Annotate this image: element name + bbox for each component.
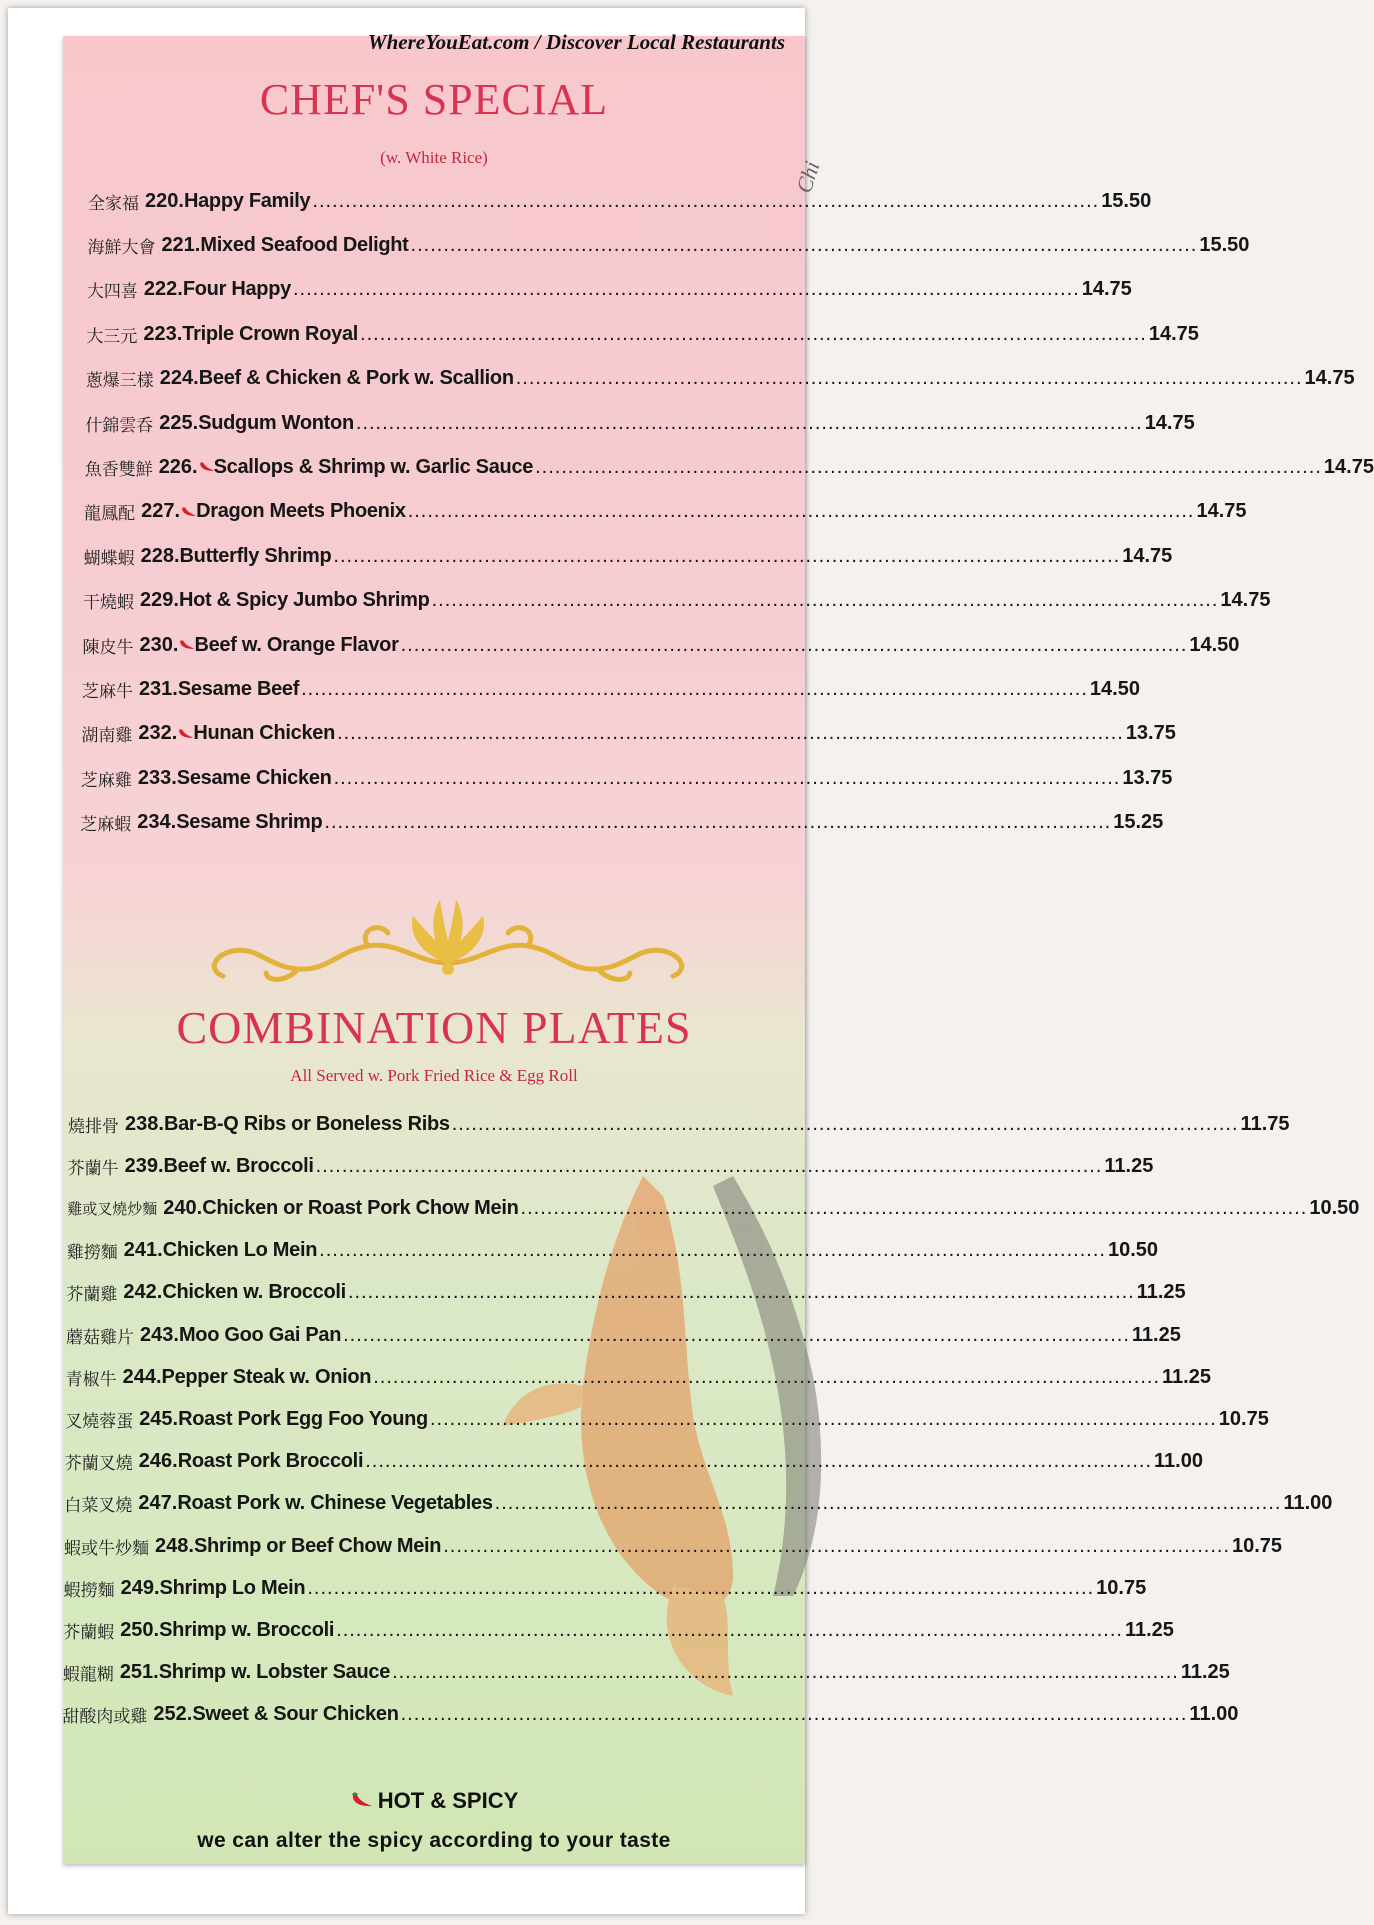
- item-name: Hot & Spicy Jumbo Shrimp: [178, 589, 430, 612]
- item-chinese-name: 蝦 或 牛 炒 麵: [64, 1538, 149, 1559]
- item-name: Pepper Steak w. Onion: [161, 1365, 372, 1388]
- item-price: 11.00: [1189, 1703, 1239, 1726]
- menu-page: [8, 8, 1374, 1914]
- item-number: 226.: [158, 455, 198, 478]
- item-name: Chicken Lo Mein: [162, 1239, 318, 1262]
- item-spicy-marker: [178, 638, 194, 652]
- item-name: Sesame Chicken: [176, 766, 332, 789]
- dot-leader: ........................................................................................................................: [337, 722, 1124, 745]
- dot-leader: ........................................................................................................................: [292, 278, 1080, 301]
- item-name: Shrimp w. Lobster Sauce: [158, 1661, 391, 1684]
- item-chinese-name: 蘑 菇 雞 片: [66, 1327, 134, 1348]
- item-number: 230.: [139, 633, 179, 656]
- menu-item: [64, 1489, 1333, 1519]
- item-chinese-name: 湖 南 雞: [81, 726, 133, 747]
- menu-item: [65, 1362, 1211, 1392]
- item-name: Hunan Chicken: [193, 722, 336, 745]
- item-name: Beef w. Broccoli: [163, 1154, 314, 1177]
- item-name: Roast Pork Egg Foo Young: [178, 1407, 428, 1430]
- item-number: 249.: [120, 1576, 160, 1599]
- item-name: Happy Family: [183, 189, 311, 212]
- item-chinese-name: 雞 或 叉 燒 炒 麵: [67, 1199, 158, 1218]
- item-name-row: [199, 367, 1305, 390]
- item-number: 245.: [139, 1407, 179, 1430]
- combination-plates-subtitle: All Served w. Pork Fried Rice & Egg Roll: [290, 1066, 578, 1085]
- item-chinese-name: 芥 蘭 叉 燒: [64, 1454, 133, 1475]
- item-name-row: [160, 1577, 1097, 1600]
- dot-leader: ........................................................................................................................: [347, 1281, 1135, 1304]
- menu-item: [80, 763, 1173, 793]
- item-chinese-name: 大 四 喜: [86, 282, 138, 303]
- item-name-row: [193, 722, 1125, 745]
- item-price: 14.50: [1089, 677, 1140, 700]
- item-chinese-name: 燒 排 骨: [68, 1116, 119, 1137]
- menu-item: [85, 364, 1355, 394]
- item-name-row: [177, 1492, 1283, 1515]
- item-price: 14.75: [1196, 500, 1247, 523]
- item-name-row: [192, 1703, 1189, 1726]
- item-name: Shrimp or Beef Chow Mein: [193, 1534, 442, 1557]
- menu-item: [86, 319, 1199, 349]
- item-number: 241.: [123, 1239, 163, 1262]
- item-spicy-marker: [177, 727, 193, 741]
- item-name: Sudgum Wonton: [198, 411, 354, 434]
- item-chinese-name: 甜 酸 肉 或 雞: [62, 1707, 148, 1728]
- item-name: Dragon Meets Phoenix: [196, 500, 406, 523]
- dot-leader: ........................................................................................................................: [319, 1239, 1106, 1262]
- item-name-row: [182, 323, 1149, 346]
- dot-leader: ........................................................................................................................: [360, 322, 1147, 345]
- item-price: 14.75: [1144, 411, 1195, 434]
- item-price: 14.75: [1081, 278, 1132, 301]
- dot-leader: ........................................................................................................................: [307, 1576, 1095, 1599]
- menu-item: [80, 808, 1164, 838]
- dot-leader: ........................................................................................................................: [392, 1661, 1179, 1684]
- item-number: 238.: [125, 1112, 164, 1135]
- item-price: 15.25: [1113, 811, 1164, 834]
- item-price: 14.75: [1220, 589, 1271, 612]
- dot-leader: ........................................................................................................................: [315, 1154, 1103, 1177]
- item-price: 11.25: [1131, 1323, 1181, 1346]
- item-name-row: [196, 500, 1196, 523]
- menu-item: [68, 1109, 1290, 1139]
- item-name-row: [214, 456, 1324, 479]
- item-name-row: [183, 278, 1082, 301]
- item-price: 10.75: [1232, 1534, 1283, 1557]
- item-name-row: [164, 1113, 1241, 1136]
- item-name: Sesame Beef: [177, 677, 300, 700]
- item-name: Shrimp Lo Mein: [159, 1576, 306, 1599]
- combination-plates-title: COMBINATION PLATES: [176, 1002, 692, 1053]
- menu-item: [62, 1658, 1230, 1688]
- dot-leader: ........................................................................................................................: [365, 1450, 1152, 1473]
- item-chinese-name: 海 鮮 大 會: [87, 237, 156, 258]
- dot-leader: ........................................................................................................................: [333, 766, 1121, 789]
- dot-leader: ........................................................................................................................: [443, 1534, 1230, 1557]
- item-price: 13.75: [1122, 766, 1173, 789]
- item-number: 232.: [138, 722, 178, 745]
- item-name: Roast Pork w. Chinese Vegetables: [177, 1492, 493, 1515]
- item-number: 242.: [123, 1281, 163, 1304]
- chefs-special-subtitle: (w. White Rice): [380, 148, 488, 167]
- menu-item: [66, 1320, 1181, 1350]
- item-name-row: [176, 811, 1113, 834]
- item-chinese-name: 芥 蘭 牛: [67, 1158, 119, 1179]
- item-name-row: [159, 1661, 1181, 1684]
- menu-item: [83, 541, 1173, 571]
- item-name: Sesame Shrimp: [176, 811, 323, 834]
- watermark-text: WhereYouEat.com / Discover Local Restaurants: [367, 30, 785, 54]
- item-name-row: [177, 767, 1123, 790]
- item-price: 11.00: [1154, 1450, 1203, 1473]
- item-name-row: [159, 1619, 1125, 1642]
- item-price: 14.75: [1304, 367, 1355, 390]
- item-name: Beef w. Orange Flavor: [194, 633, 399, 656]
- item-name: Bar-B-Q Ribs or Boneless Ribs: [163, 1112, 450, 1135]
- dot-leader: ........................................................................................................................: [494, 1492, 1282, 1515]
- item-price: 15.50: [1101, 189, 1152, 212]
- item-name: Triple Crown Royal: [182, 322, 359, 345]
- chili-pepper-icon: [350, 1792, 374, 1810]
- item-name-row: [198, 412, 1145, 435]
- item-number: 223.: [143, 322, 183, 345]
- dot-leader: ........................................................................................................................: [343, 1323, 1130, 1346]
- item-name: Chicken w. Broccoli: [162, 1281, 346, 1304]
- item-number: 234.: [137, 811, 177, 834]
- chefs-special-title: CHEF'S SPECIAL: [259, 75, 609, 124]
- item-number: 252.: [153, 1703, 193, 1726]
- item-name: Shrimp w. Broccoli: [159, 1618, 335, 1641]
- item-number: 221.: [161, 233, 201, 256]
- item-name-row: [179, 1324, 1132, 1347]
- item-name-row: [162, 1281, 1136, 1304]
- item-name: Beef & Chicken & Pork w. Scallion: [198, 367, 514, 390]
- item-price: 14.75: [1323, 455, 1374, 478]
- item-chinese-name: 芝 麻 蝦: [80, 815, 132, 836]
- item-price: 11.25: [1104, 1154, 1154, 1177]
- item-number: 244.: [122, 1365, 162, 1388]
- item-name: Butterfly Shrimp: [179, 544, 332, 567]
- menu-item: [86, 275, 1132, 305]
- dot-leader: ........................................................................................................................: [324, 811, 1112, 834]
- item-name-row: [179, 589, 1220, 612]
- item-chinese-name: 蝦 撈 麵: [63, 1580, 115, 1601]
- item-number: 224.: [159, 367, 199, 390]
- menu-item: [82, 630, 1240, 660]
- item-name-row: [164, 1155, 1105, 1178]
- item-spicy-marker: [198, 460, 214, 474]
- item-number: 220.: [145, 189, 184, 212]
- item-number: 227.: [141, 500, 181, 523]
- dot-leader: ........................................................................................................................: [400, 633, 1188, 656]
- item-chinese-name: 芝 麻 牛: [81, 681, 133, 702]
- item-number: 225.: [159, 411, 199, 434]
- item-chinese-name: 芥 蘭 雞: [66, 1285, 118, 1306]
- hot-spicy-legend: [63, 1788, 805, 1814]
- item-number: 222.: [143, 278, 183, 301]
- dot-leader: ........................................................................................................................: [333, 544, 1121, 567]
- dot-leader: ........................................................................................................................: [515, 367, 1303, 390]
- item-name: Chicken or Roast Pork Chow Mein: [202, 1196, 519, 1219]
- item-price: 11.25: [1124, 1618, 1174, 1641]
- item-chinese-name: 叉 燒 蓉 蛋: [65, 1411, 134, 1432]
- menu-item: [67, 1151, 1154, 1181]
- item-chinese-name: 干 燒 蝦: [83, 593, 135, 614]
- item-price: 11.25: [1162, 1365, 1211, 1388]
- item-name: Roast Pork Broccoli: [177, 1450, 364, 1473]
- dot-leader: ........................................................................................................................: [429, 1407, 1217, 1430]
- dot-leader: ........................................................................................................................: [301, 677, 1088, 700]
- item-number: 251.: [119, 1661, 159, 1684]
- item-chinese-name: 全 家 福: [88, 193, 139, 214]
- menu-item: [63, 1573, 1147, 1603]
- item-price: 11.75: [1240, 1112, 1290, 1135]
- item-price: 10.75: [1218, 1407, 1269, 1430]
- menu-item: [67, 1193, 1360, 1223]
- dot-leader: ........................................................................................................................: [431, 589, 1219, 612]
- item-number: 247.: [138, 1492, 178, 1515]
- spice-note: we can alter the spicy according to your taste: [197, 1829, 671, 1852]
- item-name-row: [184, 190, 1101, 213]
- item-number: 239.: [124, 1154, 164, 1177]
- dot-leader: ........................................................................................................................: [520, 1196, 1308, 1219]
- gold-scroll-ornament-icon: [188, 891, 708, 991]
- item-price: 11.00: [1283, 1492, 1333, 1515]
- item-chinese-name: 魚 香 雙 鮮: [84, 459, 153, 480]
- menu-item: [81, 719, 1176, 749]
- menu-item: [66, 1278, 1186, 1308]
- menu-item: [64, 1447, 1203, 1477]
- item-chinese-name: 芥 蘭 蝦: [63, 1622, 115, 1643]
- hot-spicy-label: HOT & SPICY: [377, 1788, 519, 1813]
- item-name: Moo Goo Gai Pan: [178, 1323, 342, 1346]
- item-price: 10.50: [1309, 1196, 1360, 1219]
- item-chinese-name: 大 三 元: [86, 326, 138, 347]
- item-chinese-name: 雞 撈 麵: [66, 1243, 118, 1264]
- menu-item: [83, 586, 1271, 616]
- item-chinese-name: 青 椒 牛: [65, 1369, 117, 1390]
- item-number: 243.: [140, 1323, 179, 1346]
- item-spicy-marker: [180, 505, 196, 519]
- item-chinese-name: 龍 鳳 配: [84, 504, 136, 525]
- item-chinese-name: 陳 皮 牛: [82, 637, 134, 658]
- item-price: 11.25: [1180, 1661, 1230, 1684]
- dot-leader: ........................................................................................................................: [355, 411, 1143, 434]
- item-name: Sweet & Sour Chicken: [192, 1703, 399, 1726]
- menu-item: [65, 1404, 1269, 1434]
- item-price: 14.75: [1148, 322, 1199, 345]
- dot-leader: ........................................................................................................................: [373, 1365, 1161, 1388]
- side-edge-text: Chi: [791, 158, 825, 196]
- item-chinese-name: 白 菜 叉 燒: [64, 1496, 133, 1517]
- menu-item: [84, 452, 1374, 482]
- item-name-row: [202, 1197, 1309, 1220]
- menu-item: [81, 674, 1140, 704]
- dot-leader: ........................................................................................................................: [407, 500, 1195, 523]
- item-chinese-name: 蝴 蝶 蝦: [83, 548, 135, 569]
- item-price: 11.25: [1136, 1281, 1186, 1304]
- item-number: 250.: [120, 1618, 160, 1641]
- item-price: 14.75: [1122, 544, 1173, 567]
- item-number: 246.: [138, 1450, 178, 1473]
- item-chinese-name: 什 錦 雲 呑: [85, 415, 154, 436]
- item-chinese-name: 芝 麻 雞: [80, 770, 132, 791]
- item-number: 228.: [140, 544, 180, 567]
- item-price: 14.50: [1189, 633, 1240, 656]
- item-chinese-name: 蔥 爆 三 樣: [85, 371, 154, 392]
- item-name-row: [194, 1535, 1232, 1558]
- item-name: Mixed Seafood Delight: [200, 233, 409, 256]
- menu-item: [85, 408, 1195, 438]
- dot-leader: ........................................................................................................................: [535, 455, 1322, 478]
- dot-leader: ........................................................................................................................: [312, 189, 1100, 212]
- item-name: Four Happy: [182, 278, 291, 301]
- item-price: 10.50: [1107, 1239, 1159, 1262]
- menu-item: [62, 1700, 1239, 1730]
- item-price: 13.75: [1125, 722, 1176, 745]
- dot-leader: ........................................................................................................................: [400, 1703, 1188, 1726]
- item-name-row: [178, 678, 1090, 701]
- item-name-row: [178, 1408, 1219, 1431]
- dot-leader: ........................................................................................................................: [451, 1112, 1239, 1135]
- menu-item: [88, 186, 1152, 216]
- menu-item: [64, 1531, 1283, 1561]
- dot-leader: ........................................................................................................................: [410, 233, 1198, 256]
- item-name-row: [180, 545, 1123, 568]
- item-name-row: [194, 634, 1189, 657]
- item-number: 233.: [137, 766, 177, 789]
- item-number: 240.: [163, 1196, 203, 1219]
- menu-item: [66, 1236, 1159, 1266]
- item-number: 231.: [138, 677, 178, 700]
- item-name-row: [163, 1239, 1108, 1262]
- menu-item: [63, 1615, 1174, 1645]
- item-price: 15.50: [1199, 233, 1250, 256]
- item-name-row: [162, 1366, 1162, 1389]
- item-chinese-name: 蝦 龍 糊: [62, 1665, 114, 1686]
- dot-leader: ........................................................................................................................: [336, 1618, 1123, 1641]
- item-name-row: [178, 1450, 1154, 1473]
- item-name-row: [200, 234, 1199, 257]
- menu-item: [87, 230, 1250, 260]
- item-number: 229.: [140, 589, 179, 612]
- menu-sheet: [62, 36, 1374, 1864]
- menu-item: [84, 497, 1247, 527]
- item-price: 10.75: [1096, 1576, 1147, 1599]
- item-name: Scallops & Shrimp w. Garlic Sauce: [213, 455, 534, 478]
- item-number: 248.: [155, 1534, 194, 1557]
